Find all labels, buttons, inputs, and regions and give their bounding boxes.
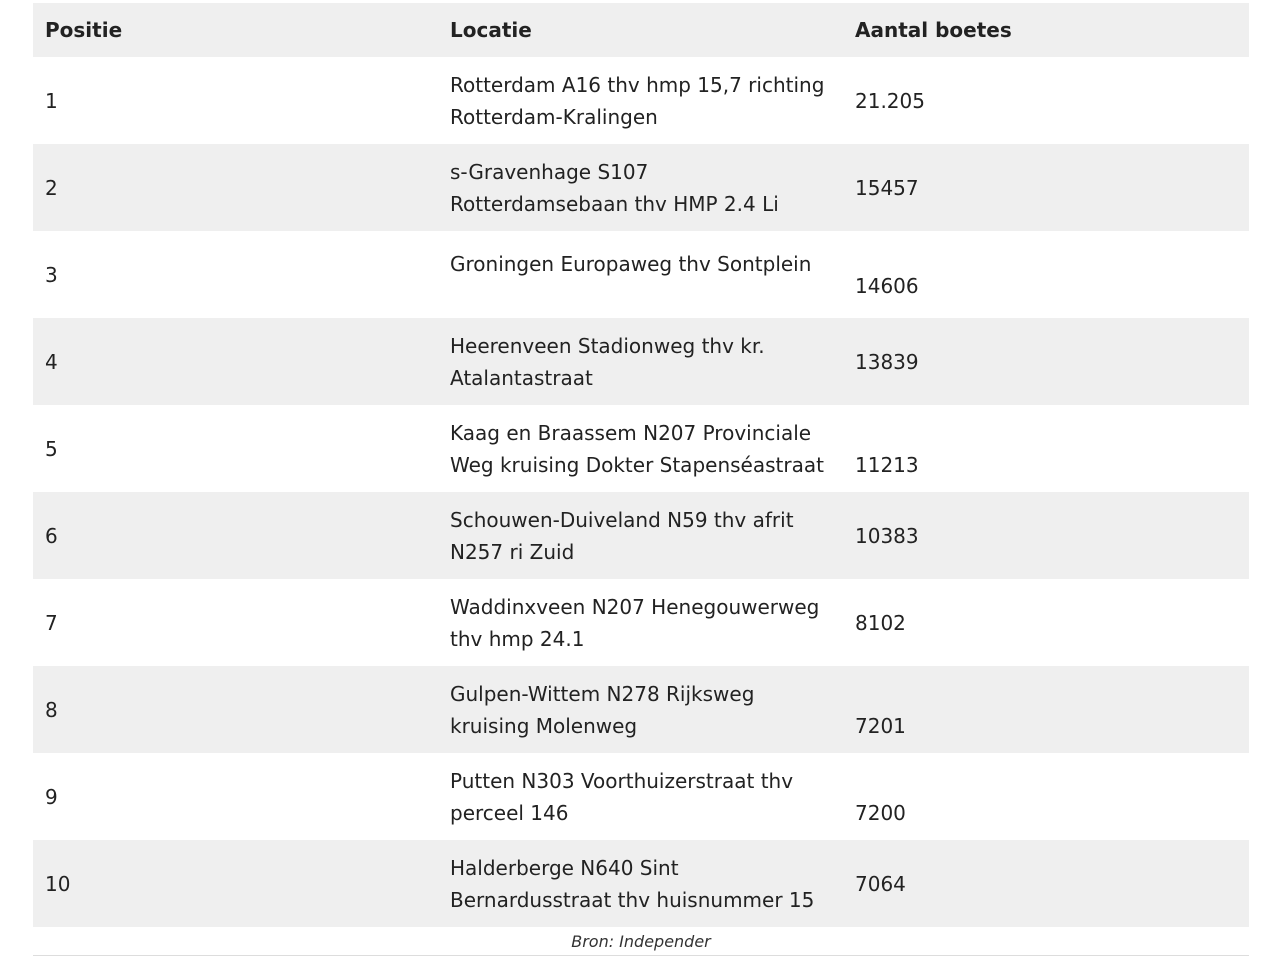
cell-position: 6: [45, 523, 58, 548]
cell-location: [438, 231, 843, 318]
cell-location: Kaag en Braassem N207 Provinciale Weg kruising Dokter Stapenséastraat: [450, 420, 824, 477]
cell-position: 9: [45, 784, 58, 809]
cell-count: 15457: [855, 175, 919, 200]
cell-count-text: 7201: [855, 713, 906, 738]
table-row: [33, 579, 1249, 666]
cell-location: s-Gravenhage S107 Rotterdamsebaan thv HMP 2.4 Li: [450, 159, 779, 216]
cell-position: 2: [45, 175, 58, 200]
table-header-row: [33, 3, 1249, 57]
cell-count-text: 14606: [855, 273, 919, 298]
cell-position: 10: [45, 871, 71, 896]
cell-count: [843, 753, 1249, 840]
cell-position: 3: [45, 262, 58, 287]
cell-count: [843, 405, 1249, 492]
fines-table-container: [33, 3, 1249, 927]
cell-location: Heerenveen Stadionweg thv kr. Atalantastraat: [450, 333, 765, 390]
cell-count: 10383: [855, 523, 919, 548]
table-row: [33, 492, 1249, 579]
source-caption: Bron: Independer: [33, 929, 1249, 956]
table-row: [33, 840, 1249, 927]
cell-count-text: 11213: [855, 452, 919, 477]
table-row: [33, 666, 1249, 753]
cell-count: [843, 231, 1249, 318]
cell-position: 5: [45, 436, 58, 461]
cell-location: Schouwen-Duiveland N59 thv afrit N257 ri Zuid: [450, 507, 794, 564]
cell-position: 7: [45, 610, 58, 635]
cell-position: 4: [45, 349, 58, 374]
cell-count: 8102: [855, 610, 906, 635]
table-row: [33, 57, 1249, 144]
cell-count: 13839: [855, 349, 919, 374]
header-aantal-boetes: Aantal boetes: [855, 18, 1012, 42]
cell-count: 7064: [855, 871, 906, 896]
header-locatie: Locatie: [450, 18, 532, 42]
cell-count-text: 7200: [855, 800, 906, 825]
table-row: [33, 405, 1249, 492]
cell-location: Halderberge N640 Sint Bernardusstraat thv huisnummer 15: [450, 855, 815, 912]
cell-location: Gulpen-Wittem N278 Rijksweg kruising Molenweg: [450, 681, 755, 738]
cell-location-text: Groningen Europaweg thv Sontplein: [450, 251, 812, 276]
cell-location: Putten N303 Voorthuizerstraat thv perceel 146: [450, 768, 794, 825]
table-row: [33, 144, 1249, 231]
table-row: [33, 231, 1249, 318]
cell-position: 8: [45, 697, 58, 722]
cell-count: 21.205: [855, 88, 925, 113]
table-row: [33, 318, 1249, 405]
header-positie: Positie: [45, 18, 123, 42]
fines-table: [33, 3, 1249, 927]
cell-position: 1: [45, 88, 58, 113]
cell-count: [843, 666, 1249, 753]
table-row: [33, 753, 1249, 840]
cell-location: Waddinxveen N207 Henegouwerweg thv hmp 24.1: [450, 594, 820, 651]
cell-location: Rotterdam A16 thv hmp 15,7 richting Rotterdam-Kralingen: [450, 72, 825, 129]
